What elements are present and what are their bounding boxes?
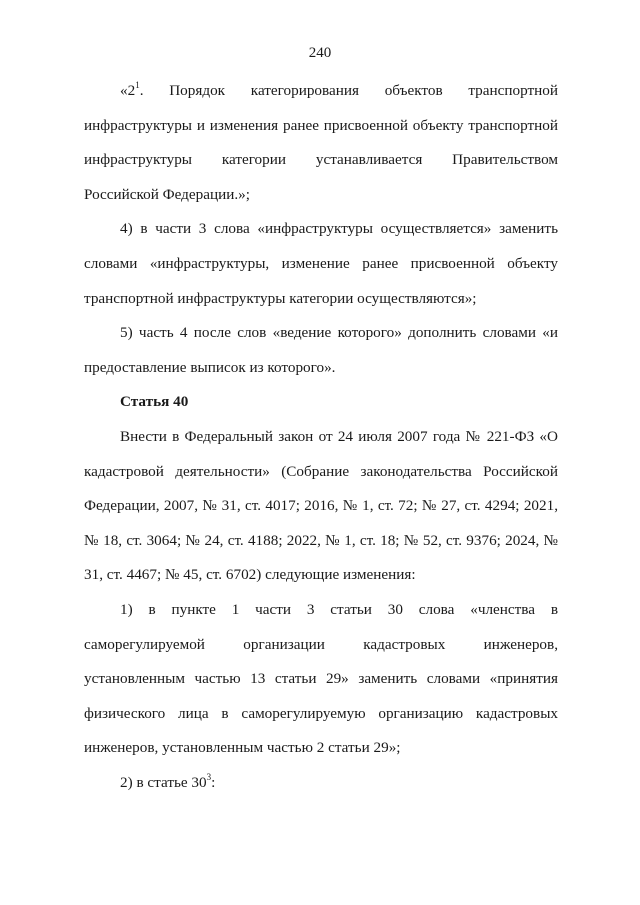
- superscript: 1: [135, 79, 140, 90]
- paragraph-text: 2) в статье 30: [120, 773, 207, 791]
- paragraph-item-5: 5) часть 4 после слов «ведение которого» дополнить словами «и предоставление выписок из которого».: [84, 324, 558, 376]
- superscript: 3: [206, 771, 212, 782]
- paragraph-item-4: 4) в части 3 слова «инфраструктуры осуществляется» заменить словами «инфраструктуры, изменение ранее присвоенной объекту транспортной инфраструктуры категории осуществляются»;: [84, 220, 558, 307]
- paragraph-text: «2: [120, 82, 136, 99]
- document-body: [84, 74, 558, 800]
- paragraph-article-2-1: [84, 74, 558, 212]
- paragraph-article-40-intro: Внести в Федеральный закон от 24 июля 2007 года № 221-ФЗ «О кадастровой деятельности» (Собрание законодательства Российской Федерации, 2007, № 31, ст. 4017; 2016, № 1, ст. 72; № 27, ст. 4294; 2021, № 18, ст. 3064; № 24, ст. 4188; 2022, № 1, ст. 18; № 52, ст. 9376; 2024, № 31, ст. 4467; № 45, ст. 6702) следующие изменения:: [84, 427, 558, 584]
- paragraph-text: :: [211, 773, 216, 791]
- paragraph-text: . Порядок категорирования объектов транспортной инфраструктуры и изменения ранее присвоенной объекту транспортной инфраструктуры категории устанавливается Правительством Российской Федерации.»;: [84, 82, 558, 203]
- article-heading: Статья 40: [120, 393, 189, 411]
- page-number: 240: [308, 45, 332, 61]
- paragraph-item-1: 1) в пункте 1 части 3 статьи 30 слова «членства в саморегулируемой организации кадастровых инженеров, установленным частью 13 статьи 29» заменить словами «принятия физического лица в саморегулируемую организацию кадастровых инженеров, установленным частью 2 статьи 29»;: [84, 600, 558, 757]
- paragraph-item-2: [84, 766, 558, 801]
